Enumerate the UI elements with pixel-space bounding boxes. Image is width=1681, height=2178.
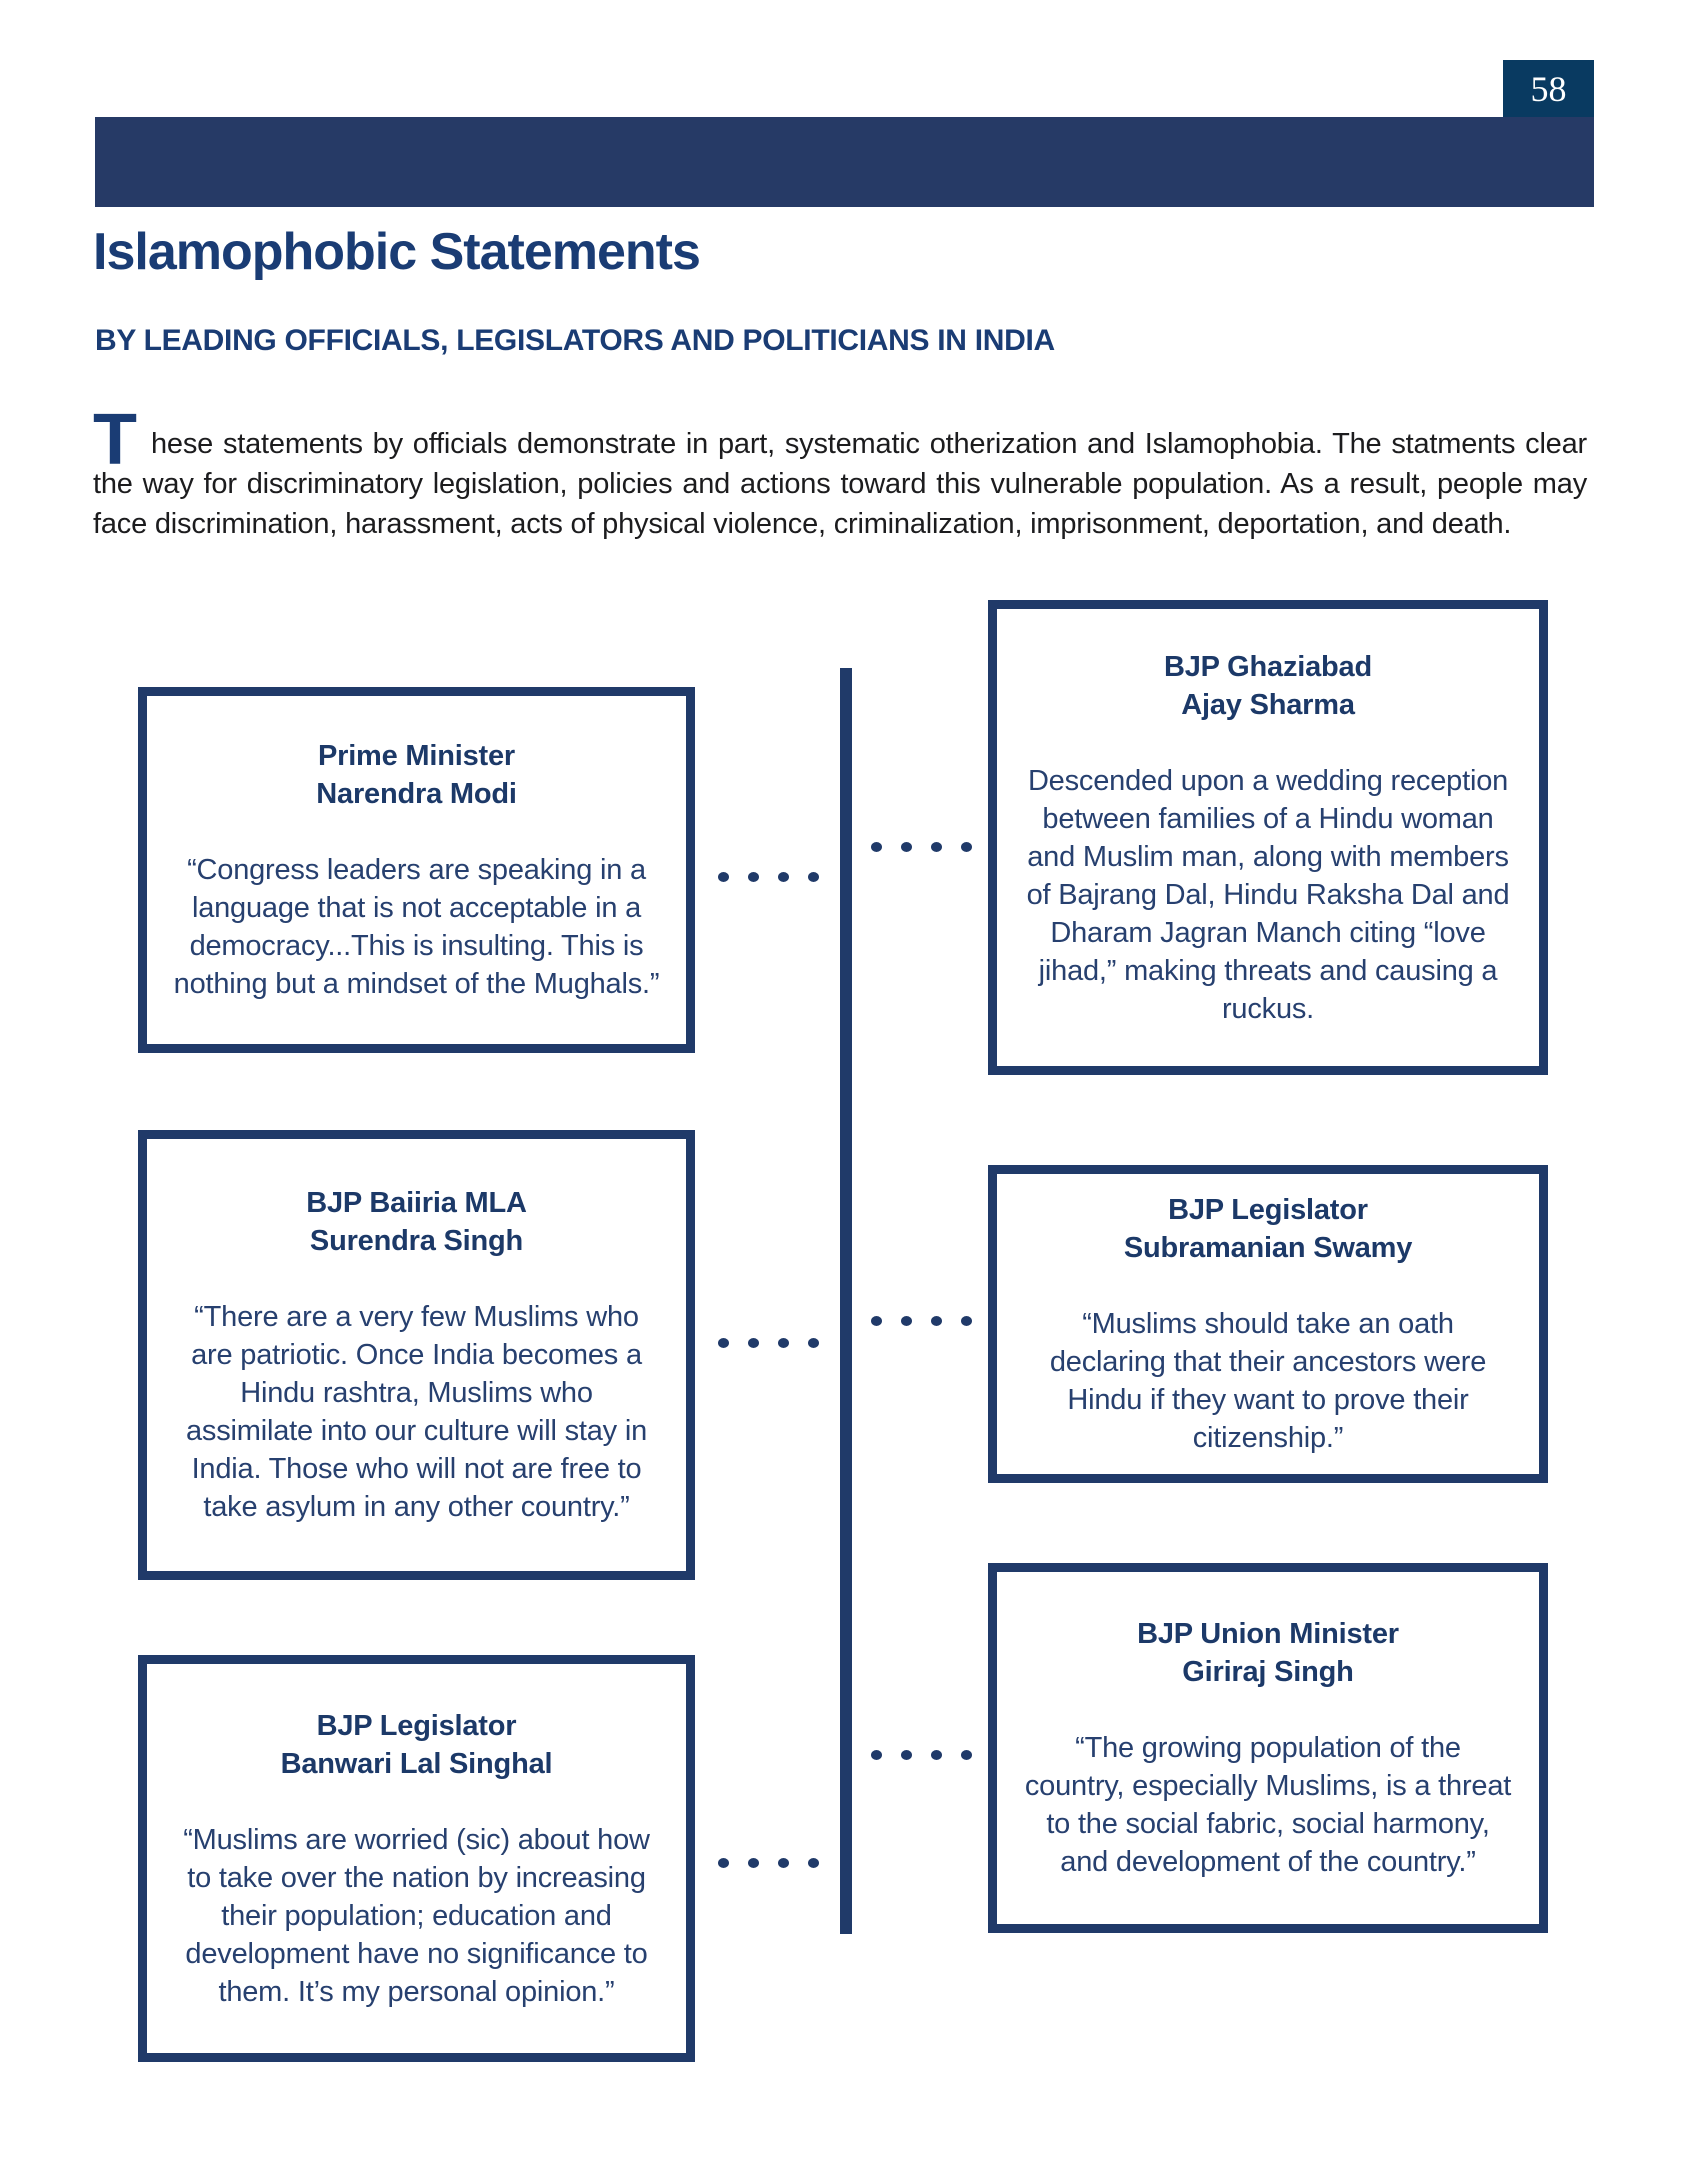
connector-dot xyxy=(718,1858,729,1868)
quote-text: “The growing population of the country, especially Muslims, is a threat to the social fabric, social harmony, and development of the country.” xyxy=(1024,1732,1512,1878)
connector-dot xyxy=(901,1316,912,1326)
connector-dot xyxy=(808,1858,819,1868)
intro-paragraph: hese statements by officials demonstrate in part, systematic otherization and Islamophobia. The statments clear the way for discriminatory legislation, policies and actions toward this vulnerable population. As a result, people may face discrimination, harassment, acts of physical violence, criminalization, imprisonment, deportation, and death. xyxy=(93,428,1587,540)
quote-box-giriraj-singh xyxy=(988,1563,1548,1933)
quote-box-title-line1: BJP Union Minister xyxy=(1137,1618,1399,1650)
dotted-connector-surendra xyxy=(718,1338,819,1348)
quote-box-title-line1: BJP Legislator xyxy=(316,1709,517,1742)
connector-dot xyxy=(748,872,759,882)
quote-box-surendra-singh xyxy=(138,1130,695,1580)
quote-box-subramanian-swamy xyxy=(988,1165,1548,1483)
connector-dot xyxy=(901,1750,912,1760)
connector-dot xyxy=(871,1750,882,1760)
connector-dot xyxy=(871,1316,882,1326)
dotted-connector-ajay xyxy=(871,842,972,852)
dotted-connector-giriraj xyxy=(871,1750,972,1760)
quote-text: “Congress leaders are speaking in a language that is not acceptable in a democracy...This is insulting. This is nothing but a mindset of the Mughals.” xyxy=(173,854,660,1000)
connector-dot xyxy=(748,1338,759,1348)
connector-dot xyxy=(808,1338,819,1348)
dotted-connector-swamy xyxy=(871,1316,972,1326)
page-number-badge xyxy=(1503,60,1594,117)
connector-dot xyxy=(931,1316,942,1326)
page-number: 58 xyxy=(1530,68,1567,109)
quote-box-title-line2: Subramanian Swamy xyxy=(1123,1232,1413,1264)
quote-box-title-line2: Narendra Modi xyxy=(316,778,517,810)
quote-box-title-line2: Surendra Singh xyxy=(309,1225,524,1257)
page-subtitle: BY LEADING OFFICIALS, LEGISLATORS AND POLITICIANS IN INDIA xyxy=(95,324,1055,357)
connector-dot xyxy=(871,842,882,852)
quote-box-title xyxy=(281,1707,553,1783)
quote-box-title-line2: Ajay Sharma xyxy=(1181,688,1355,721)
connector-dot xyxy=(901,842,912,852)
connector-dot xyxy=(808,872,819,882)
quote-box-title xyxy=(1124,1191,1412,1267)
quote-box-banwari-lal-singhal xyxy=(138,1655,695,2062)
connector-dot xyxy=(961,842,972,852)
quote-text: “Muslims should take an oath declaring that their ancestors were Hindu if they want to prove their citizenship.” xyxy=(1049,1308,1487,1454)
quote-text: “There are a very few Muslims who are patriotic. Once India becomes a Hindu rashtra, Muslims who assimilate into our culture will stay in India. Those who will not are free to take asylum in any other country.” xyxy=(185,1301,647,1523)
connector-dot xyxy=(718,1338,729,1348)
quote-box-title-line1: Prime Minister xyxy=(317,740,516,772)
quote-box-narendra-modi xyxy=(138,687,695,1053)
quote-box-title xyxy=(316,737,516,813)
connector-dot xyxy=(778,1858,789,1868)
quote-box-ajay-sharma xyxy=(988,600,1548,1075)
quote-box-title xyxy=(1164,648,1372,724)
connector-dot xyxy=(748,1858,759,1868)
connector-dot xyxy=(961,1316,972,1326)
connector-dot xyxy=(931,1750,942,1760)
quote-box-title-line2: Banwari Lal Singhal xyxy=(280,1747,553,1780)
quote-text: Descended upon a wedding reception between families of a Hindu woman and Muslim man, along with members of Bajrang Dal, Hindu Raksha Dal and Dharam Jagran Manch citing “love jihad,” making threats and causing a ruckus. xyxy=(1026,764,1510,1025)
connector-dot xyxy=(931,842,942,852)
quote-box-title xyxy=(306,1184,526,1260)
quote-box-title-line1: BJP Legislator xyxy=(1168,1194,1368,1226)
header-banner xyxy=(95,117,1594,207)
dotted-connector-banwari xyxy=(718,1858,819,1868)
connector-dot xyxy=(961,1750,972,1760)
dotted-connector-modi xyxy=(718,872,819,882)
connector-dot xyxy=(718,872,729,882)
intro-dropcap: T xyxy=(93,400,137,480)
quote-box-title-line2: Giriraj Singh xyxy=(1182,1656,1354,1688)
center-divider-line xyxy=(840,668,852,1934)
quote-text: “Muslims are worried (sic) about how to take over the nation by increasing their population; education and development have no significance to them. It’s my personal opinion.” xyxy=(183,1823,650,2008)
quote-box-title xyxy=(1137,1615,1399,1691)
quote-box-title-line1: BJP Ghaziabad xyxy=(1164,650,1372,683)
connector-dot xyxy=(778,1338,789,1348)
quote-box-title-line1: BJP Baiiria MLA xyxy=(306,1187,527,1219)
connector-dot xyxy=(778,872,789,882)
page-title: Islamophobic Statements xyxy=(93,223,700,281)
